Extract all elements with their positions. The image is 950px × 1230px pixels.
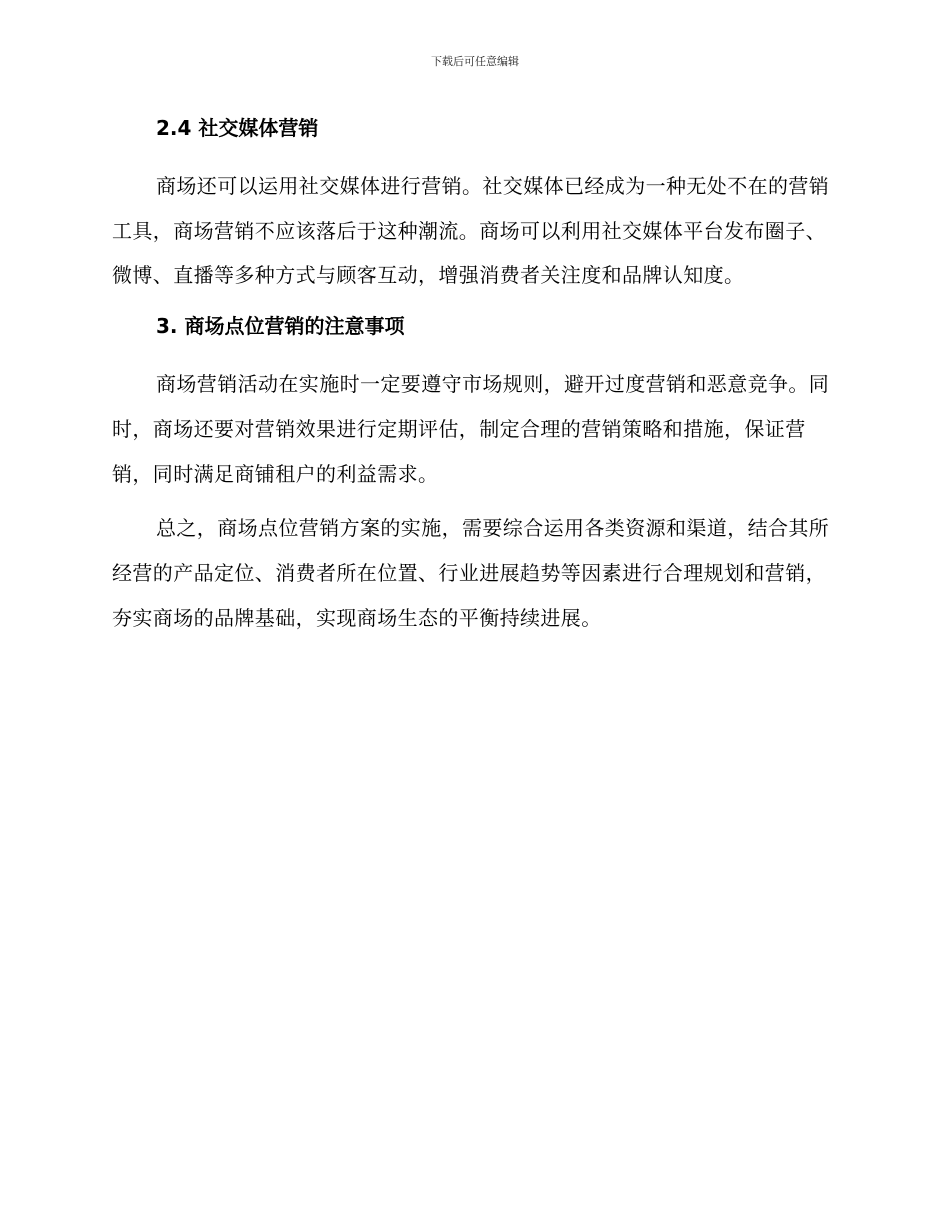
document-body xyxy=(112,110,830,650)
paragraph-conclusion: 总之，商场点位营销方案的实施，需要综合运用各类资源和渠道，结合其所经营的产品定位、消费者所在位置、行业进展趋势等因素进行合理规划和营销，夯实商场的品牌基础，实现商场生态的平衡持续进展。 xyxy=(112,516,830,630)
paragraph-precautions: 商场营销活动在实施时一定要遵守市场规则，避开过度营销和恶意竞争。同时，商场还要对营销效果进行定期评估，制定合理的营销策略和措施，保证营销，同时满足商铺租户的利益需求。 xyxy=(112,372,830,486)
section-heading-precautions: 3. 商场点位营销的注意事项 xyxy=(156,314,405,339)
page-header: 下载后可任意编辑 xyxy=(431,55,519,68)
paragraph-social-media: 商场还可以运用社交媒体进行营销。社交媒体已经成为一种无处不在的营销工具，商场营销不应该落后于这种潮流。商场可以利用社交媒体平台发布圈子、微博、直播等多种方式与顾客互动，增强消费者关注度和品牌认知度。 xyxy=(112,174,830,288)
section-heading-social-media: 2.4 社交媒体营销 xyxy=(156,116,319,140)
